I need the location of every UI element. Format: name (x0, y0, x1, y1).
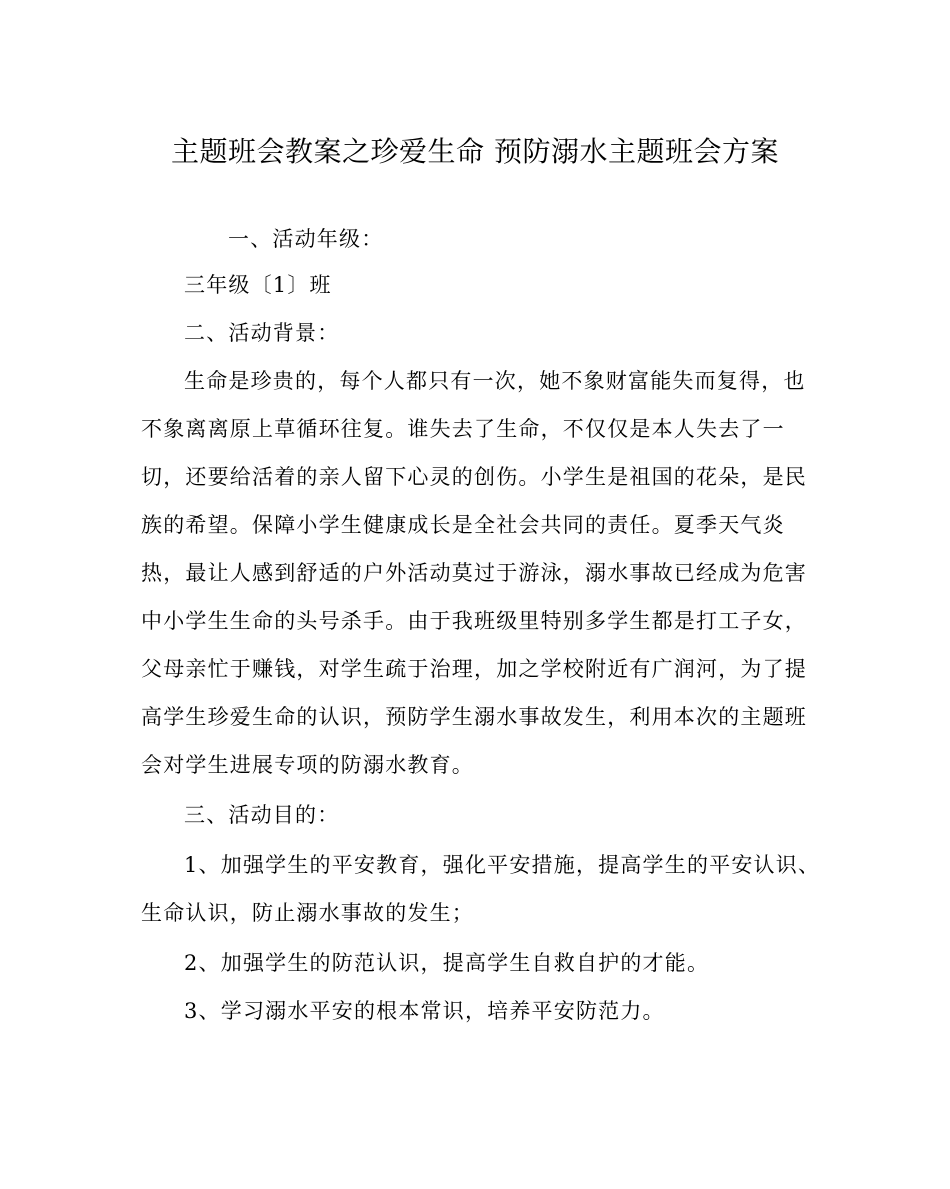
background-line: 不象离离原上草循环往复。谁失去了生命，不仅仅是本人失去了一 (141, 417, 785, 441)
background-line: 热，最让人感到舒适的户外活动莫过于游泳，溺水事故已经成为危害 (141, 561, 807, 585)
background-line: 高学生珍爱生命的认识，预防学生溺水事故发生，利用本次的主题班 (141, 705, 807, 729)
background-line: 切，还要给活着的亲人留下心灵的创伤。小学生是祖国的花朵，是民 (141, 465, 807, 489)
background-line: 会对学生进展专项的防溺水教育。 (141, 753, 474, 777)
goal-line: 1、加强学生的平安教育，强化平安措施，提高学生的平安认识、 (184, 853, 821, 877)
background-line: 中小学生生命的头号杀手。由于我班级里特别多学生都是打工子女， (141, 609, 807, 633)
background-line: 生命是珍贵的，每个人都只有一次，她不象财富能失而复得，也 (184, 369, 806, 393)
goal-line: 3、学习溺水平安的根本常识，培养平安防范力。 (184, 999, 665, 1023)
section-heading-background: 二、活动背景： (184, 321, 340, 345)
section-heading-grade: 一、活动年级： (228, 227, 384, 251)
goal-line: 2、加强学生的防范认识，提高学生自救自护的才能。 (184, 951, 710, 975)
section-heading-goals: 三、活动目的： (184, 803, 340, 827)
background-line: 族的希望。保障小学生健康成长是全社会共同的责任。夏季天气炎 (141, 513, 785, 537)
document-title: 主题班会教案之珍爱生命 预防溺水主题班会方案 (171, 135, 779, 168)
class-name-text: 三年级〔1〕班 (184, 273, 332, 297)
background-line: 父母亲忙于赚钱，对学生疏于治理，加之学校附近有广润河，为了提 (141, 657, 807, 681)
goal-line: 生命认识，防止溺水事故的发生； (141, 901, 474, 925)
